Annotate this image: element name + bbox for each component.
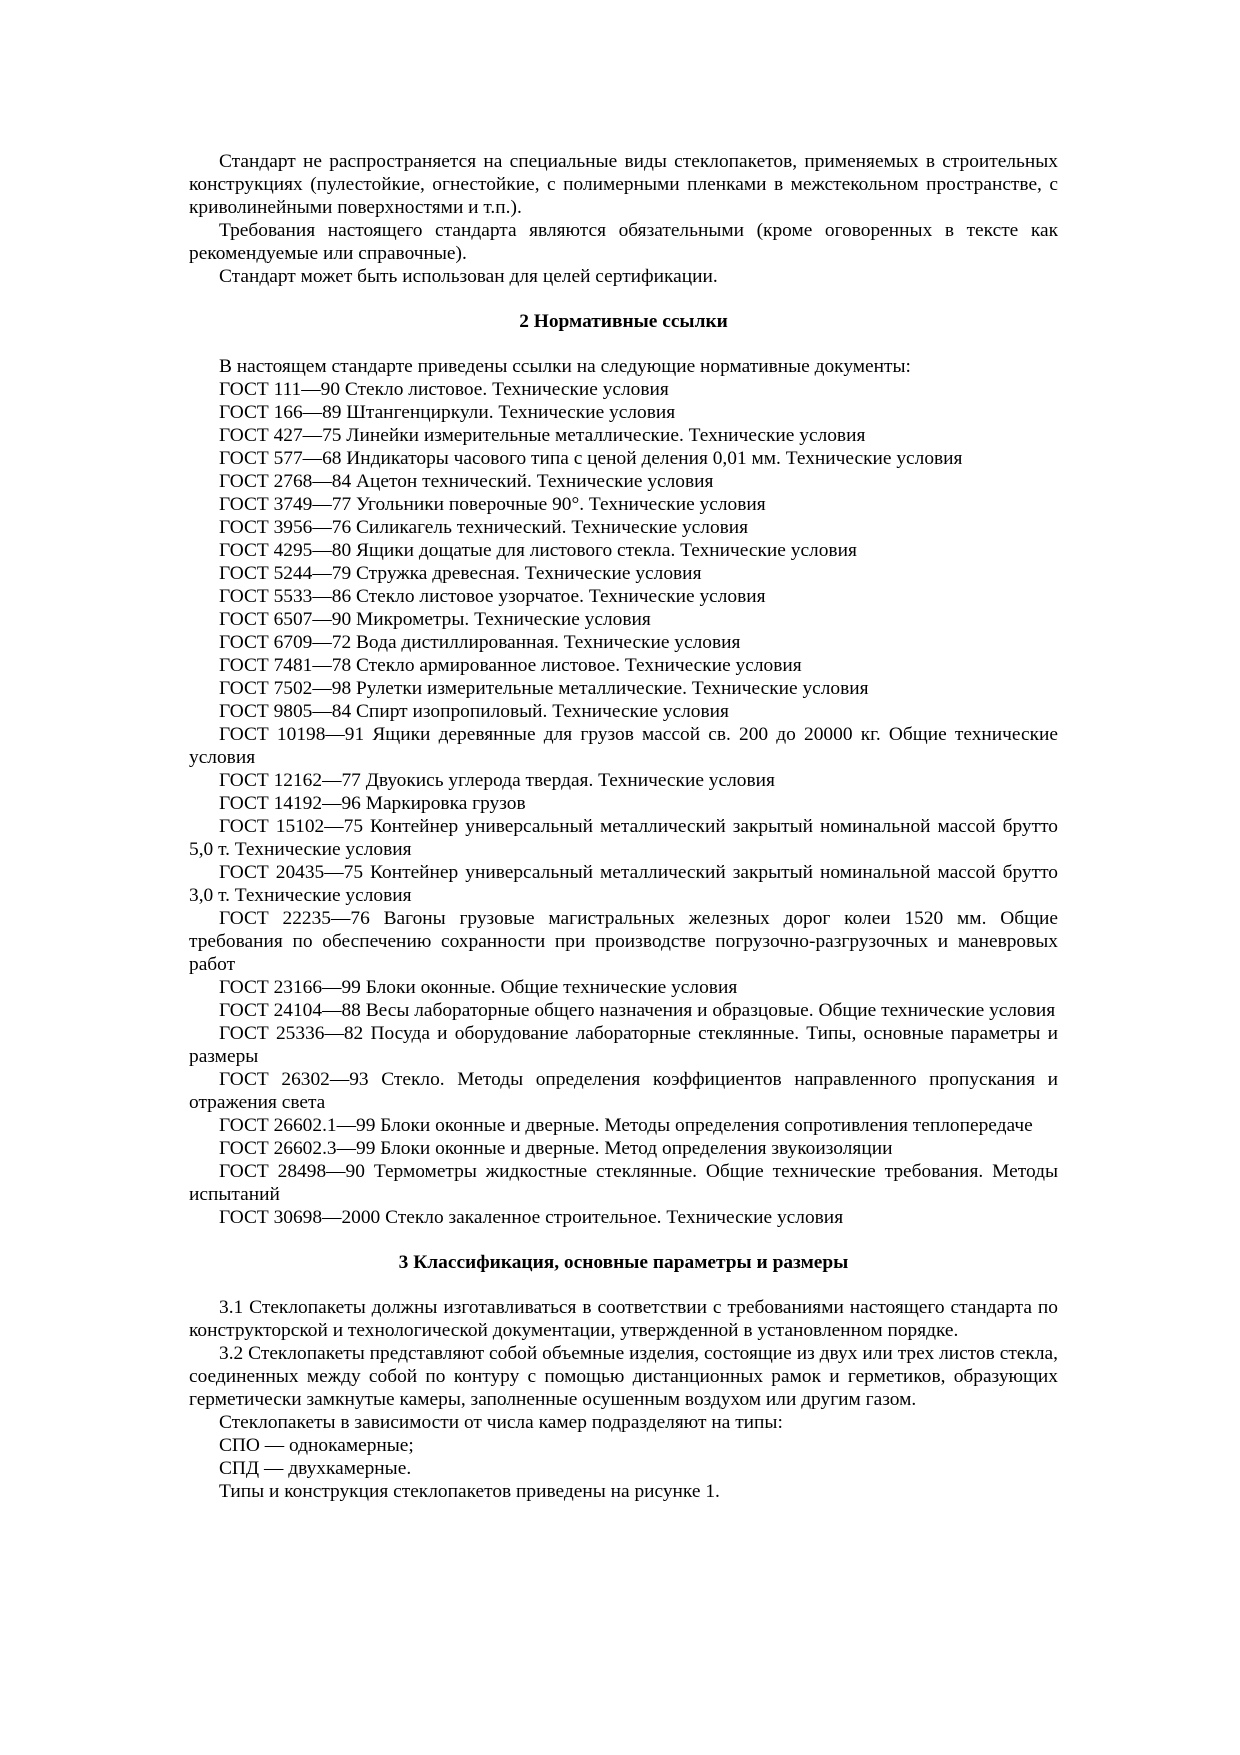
section-3-paragraph: СПО — однокамерные; <box>219 1435 414 1456</box>
reference-item: ГОСТ 26302—93 Стекло. Методы определения коэффициентов направленного пропускания и отражения света <box>189 1069 1058 1113</box>
reference-item: ГОСТ 111—90 Стекло листовое. Технические условия <box>219 379 669 400</box>
section-3-paragraph: Стеклопакеты в зависимости от числа камер подразделяют на типы: <box>219 1412 783 1433</box>
reference-item: ГОСТ 26602.3—99 Блоки оконные и дверные. Метод определения звукоизоляции <box>219 1138 893 1159</box>
reference-item: ГОСТ 577—68 Индикаторы часового типа с ценой деления 0,01 мм. Технические условия <box>219 448 963 469</box>
reference-item: ГОСТ 6709—72 Вода дистиллированная. Технические условия <box>219 632 741 653</box>
reference-item: ГОСТ 15102—75 Контейнер универсальный металлический закрытый номинальной массой брутто 5,0 т. Технические условия <box>189 816 1058 860</box>
section-3-paragraph: СПД — двухкамерные. <box>219 1458 412 1479</box>
reference-item: ГОСТ 10198—91 Ящики деревянные для грузов массой св. 200 до 20000 кг. Общие технические условия <box>189 724 1058 768</box>
reference-item: ГОСТ 28498—90 Термометры жидкостные стеклянные. Общие технические требования. Методы испытаний <box>189 1161 1058 1205</box>
document-page <box>189 150 1058 1503</box>
reference-item: ГОСТ 7481—78 Стекло армированное листовое. Технические условия <box>219 655 802 676</box>
reference-item: ГОСТ 26602.1—99 Блоки оконные и дверные. Методы определения сопротивления теплопередаче <box>219 1115 1033 1136</box>
references-list <box>189 378 1058 1229</box>
intro-block <box>189 150 1058 288</box>
section-3-paragraph: Типы и конструкция стеклопакетов приведены на рисунке 1. <box>219 1481 720 1502</box>
reference-item: ГОСТ 4295—80 Ящики дощатые для листового стекла. Технические условия <box>219 540 857 561</box>
reference-item: ГОСТ 24104—88 Весы лабораторные общего назначения и образцовые. Общие технические условия <box>219 1000 1056 1021</box>
reference-item: ГОСТ 14192—96 Маркировка грузов <box>219 793 526 814</box>
section-3-paragraph: 3.1 Стеклопакеты должны изготавливаться в соответствии с требованиями настоящего стандарта по конструкторской и технологической документации, утвержденной в установленном порядке. <box>189 1297 1058 1341</box>
intro-paragraph: Стандарт не распространяется на специальные виды стеклопакетов, применяемых в строительных конструкциях (пулестойкие, огнестойкие, с полимерными пленками в межстекольном пространстве, с криволинейными поверхностями и т.п.). <box>189 151 1058 218</box>
section-3-paragraph: 3.2 Стеклопакеты представляют собой объемные изделия, состоящие из двух или трех листов стекла, соединенных между собой по контуру с помощью дистанционных рамок и герметиков, образующих герметически замкнутые камеры, заполненные осушенным воздухом или другим газом. <box>189 1343 1058 1410</box>
intro-paragraph: Стандарт может быть использован для целей сертификации. <box>219 266 718 287</box>
reference-item: ГОСТ 5244—79 Стружка древесная. Технические условия <box>219 563 702 584</box>
reference-item: ГОСТ 6507—90 Микрометры. Технические условия <box>219 609 651 630</box>
section-2-heading: 2 Нормативные ссылки <box>519 311 728 332</box>
references-block <box>189 355 1058 1229</box>
reference-item: ГОСТ 23166—99 Блоки оконные. Общие технические условия <box>219 977 738 998</box>
reference-item: ГОСТ 12162—77 Двуокись углерода твердая. Технические условия <box>219 770 775 791</box>
reference-item: ГОСТ 2768—84 Ацетон технический. Технические условия <box>219 471 714 492</box>
reference-item: ГОСТ 7502—98 Рулетки измерительные металлические. Технические условия <box>219 678 869 699</box>
section-3-body <box>189 1296 1058 1503</box>
reference-item: ГОСТ 25336—82 Посуда и оборудование лабораторные стеклянные. Типы, основные параметры и размеры <box>189 1023 1058 1067</box>
reference-item: ГОСТ 3956—76 Силикагель технический. Технические условия <box>219 517 749 538</box>
reference-item: ГОСТ 166—89 Штангенциркули. Технические условия <box>219 402 676 423</box>
reference-item: ГОСТ 5533—86 Стекло листовое узорчатое. Технические условия <box>219 586 766 607</box>
reference-item: ГОСТ 20435—75 Контейнер универсальный металлический закрытый номинальной массой брутто 3,0 т. Технические условия <box>189 862 1058 906</box>
intro-paragraph: Требования настоящего стандарта являются обязательными (кроме оговоренных в тексте как рекомендуемые или справочные). <box>189 220 1058 264</box>
reference-item: ГОСТ 3749—77 Угольники поверочные 90°. Технические условия <box>219 494 766 515</box>
references-lead: В настоящем стандарте приведены ссылки на следующие нормативные документы: <box>219 356 911 377</box>
section-3-heading: 3 Классификация, основные параметры и размеры <box>398 1252 849 1273</box>
reference-item: ГОСТ 427—75 Линейки измерительные металлические. Технические условия <box>219 425 866 446</box>
reference-item: ГОСТ 22235—76 Вагоны грузовые магистральных железных дорог колеи 1520 мм. Общие требования по обеспечению сохранности при производстве погрузочно-разгрузочных и маневровых работ <box>189 908 1058 975</box>
reference-item: ГОСТ 30698—2000 Стекло закаленное строительное. Технические условия <box>219 1207 844 1228</box>
reference-item: ГОСТ 9805—84 Спирт изопропиловый. Технические условия <box>219 701 729 722</box>
